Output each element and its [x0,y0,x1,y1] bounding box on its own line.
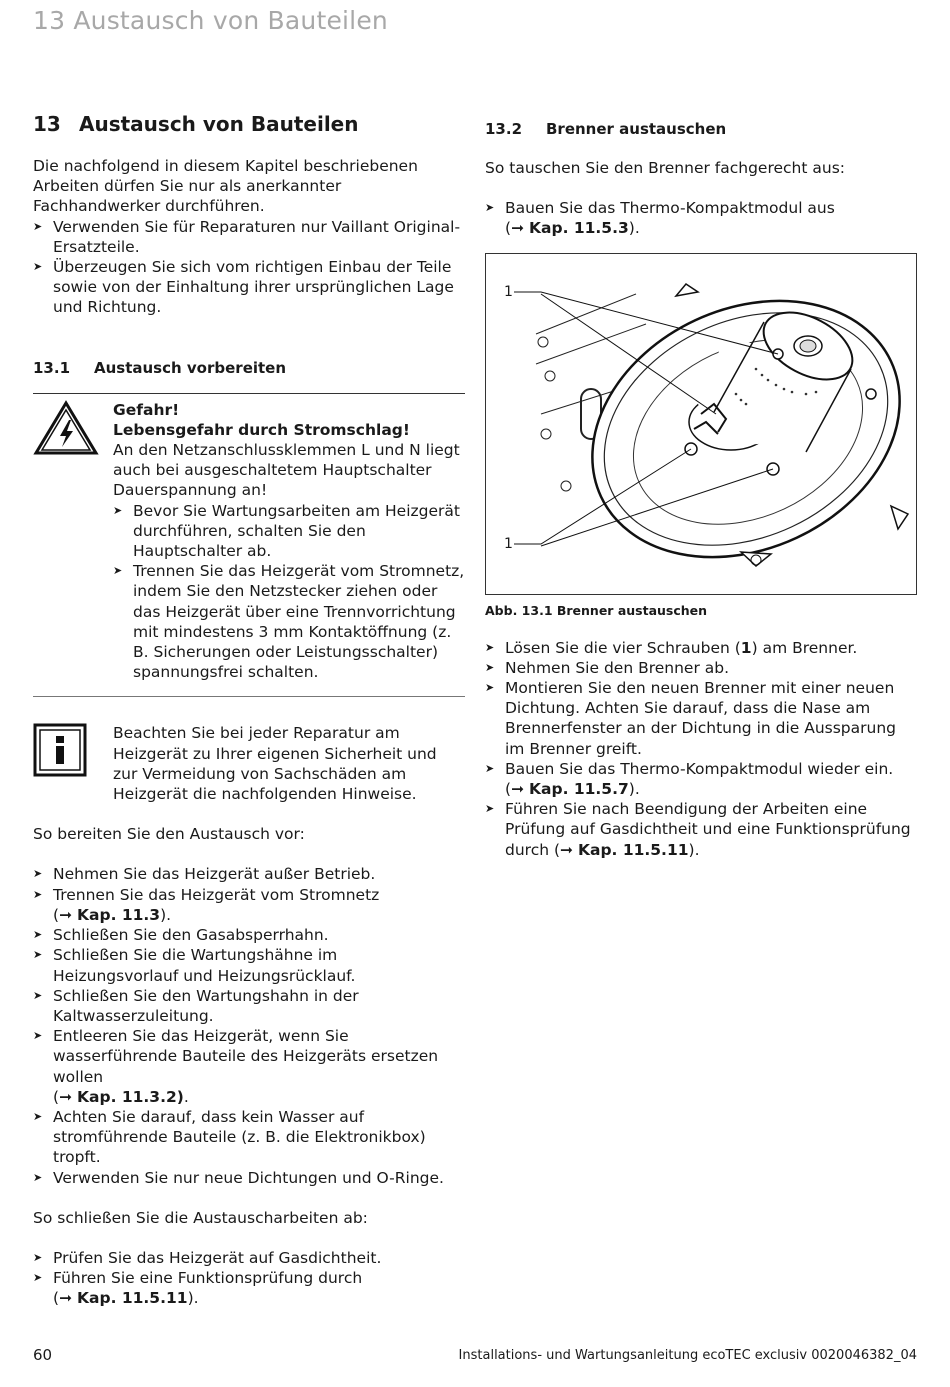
chapter-ref[interactable]: Kap. 11.5.7 [529,780,629,799]
arrow-symbol: ➞ [511,780,525,799]
list-item-text: Lösen Sie die vier Schrauben ( [505,638,741,657]
chapter-ref[interactable]: Kap. 11.3 [77,905,161,924]
danger-title: Gefahr! [113,400,180,419]
list-item: ➤ Bauen Sie das Thermo-Kompaktmodul wieder ein. (➞ Kap. 11.5.7). [485,759,917,799]
info-icon [33,723,113,804]
chapter-ref[interactable]: Kap. 11.3.2) [77,1087,184,1106]
right-column [485,112,917,860]
intro-list [33,217,465,318]
list-item: ➤ Achten Sie darauf, dass kein Wasser auf stromführende Bauteile (z. B. die Elektronikbox) tropft. [33,1107,465,1168]
arrow-symbol: ➞ [59,905,73,924]
section-number: 13.1 [33,358,71,377]
list-item: ➤ Nehmen Sie den Brenner ab. [485,658,917,678]
chapter-title: Austausch von Bauteilen [79,112,359,136]
finish-list [33,1248,465,1309]
info-notice [33,723,465,804]
section-heading-13-1 [33,359,465,377]
section-heading-13-2 [485,112,917,138]
chapter-heading [33,112,465,136]
running-head: 13 Austausch von Bauteilen [33,6,388,35]
list-item-text: Führen Sie nach Beendigung der Arbeiten eine Prüfung auf Gasdichtheit und eine Funktionsprüfung durch [505,800,911,859]
list-item-text: Trennen Sie das Heizgerät vom Stromnetz [53,885,380,904]
list-item: ➤ Führen Sie nach Beendigung der Arbeiten eine Prüfung auf Gasdichtheit und eine Funktionsprüfung durch (➞ Kap. 11.5.11). [485,799,917,860]
electric-shock-warning-icon [33,400,113,683]
list-item: ➤ Verwenden Sie nur neue Dichtungen und O-Ringe. [33,1168,465,1188]
list-item: ➤ Bevor Sie Wartungsarbeiten am Heizgerät durchführen, schalten Sie den Hauptschalter ab. [113,501,465,562]
list-item: ➤ Führen Sie eine Funktionsprüfung durch (➞ Kap. 11.5.11). [33,1268,465,1308]
arrow-symbol: ➞ [59,1289,73,1308]
list-item: ➤ Bauen Sie das Thermo-Kompaktmodul aus (➞ Kap. 11.5.3). [485,198,917,238]
figure-caption: Abb. 13.1 Brenner austauschen [485,602,708,618]
info-text: Beachten Sie bei jeder Reparatur am Heizgerät zu Ihrer eigenen Sicherheit und zur Vermeidung von Sachschäden am Heizgerät die nachfolgenden Hinweise. [113,724,437,804]
danger-list [113,501,465,683]
list-item: ➤ Trennen Sie das Heizgerät vom Stromnetz (➞ Kap. 11.3). [33,885,465,925]
left-column [33,112,465,1309]
prep-list [33,864,465,1187]
danger-notice-text [113,400,465,683]
list-item: ➤ Schließen Sie den Gasabsperrhahn. [33,925,465,945]
section-title: Austausch vorbereiten [94,358,287,377]
arrow-symbol: ➞ [59,1087,73,1106]
danger-subtitle: Lebensgefahr durch Stromschlag! [113,420,410,439]
arrow-symbol: ➞ [560,840,574,859]
prep-intro: So bereiten Sie den Austausch vor: [33,825,305,844]
steps-list [485,638,917,860]
chapter-number: 13 [33,112,61,136]
list-item-text: ) am Brenner. [751,638,858,657]
finish-intro: So schließen Sie die Austauscharbeiten ab: [33,1208,368,1227]
list-item: ➤ Trennen Sie das Heizgerät vom Stromnetz, indem Sie den Netzstecker ziehen oder das Heizgerät über eine Trennvorrichtung mit mindestens 3 mm Kontaktöffnung (z. B. Sicherungen oder Leistungsschalter) spannungsfrei schalten. [113,561,465,682]
figure-label-1-bottom: 1 [504,535,513,552]
item-number: 1 [740,638,752,657]
list-item: ➤ Überzeugen Sie sich vom richtigen Einbau der Teile sowie von der Einhaltung ihrer ursprünglichen Lage und Richtung. [33,257,465,318]
intro-text: Die nachfolgend in diesem Kapitel beschriebenen Arbeiten dürfen Sie nur als anerkannter Fachhandwerker durchführen. [33,157,418,216]
list-item-text: Bauen Sie das Thermo-Kompaktmodul wieder ein. [505,759,894,778]
danger-notice [33,393,465,698]
list-item: ➤ Schließen Sie die Wartungshähne im Heizungsvorlauf und Heizungsrücklauf. [33,945,465,985]
list-item: ➤ Verwenden Sie für Reparaturen nur Vaillant Original-Ersatzteile. [33,217,465,257]
list-item: ➤ Entleeren Sie das Heizgerät, wenn Sie wasserführende Bauteile des Heizgeräts ersetzen wollen (➞ Kap. 11.3.2). [33,1026,465,1107]
list-item-text: Bauen Sie das Thermo-Kompaktmodul aus [505,199,835,218]
danger-body: An den Netzanschlussklemmen L und N liegt auch bei ausgeschaltetem Hauptschalter Dauerspannung an! [113,441,460,500]
list-item: ➤ Nehmen Sie das Heizgerät außer Betrieb. [33,864,465,884]
arrow-symbol: ➞ [511,219,525,238]
list-item-text: Entleeren Sie das Heizgerät, wenn Sie wasserführende Bauteile des Heizgeräts ersetzen wollen [53,1027,439,1086]
footer-title: Installations- und Wartungsanleitung ecoTEC exclusiv 0020046382_04 [458,1348,917,1363]
list-item: ➤ Prüfen Sie das Heizgerät auf Gasdichtheit. [33,1248,465,1268]
chapter-ref[interactable]: Kap. 11.5.3 [529,219,629,238]
list-item: ➤ Montieren Sie den neuen Brenner mit einer neuen Dichtung. Achten Sie darauf, dass die Nase am Brennerfenster an der Dichtung in die Aussparung im Brenner greift. [485,678,917,759]
figure-label-1-top: 1 [504,283,513,300]
list-item: ➤ Schließen Sie den Wartungshahn in der Kaltwasserzuleitung. [33,986,465,1026]
burner-illustration [486,254,916,594]
chapter-ref[interactable]: Kap. 11.5.11 [77,1289,188,1308]
burner-figure [485,253,917,595]
section-intro: So tauschen Sie den Brenner fachgerecht aus: [485,159,845,177]
page-number: 60 [33,1346,53,1364]
pre-step-list [485,198,917,238]
list-item-text: Führen Sie eine Funktionsprüfung durch [53,1269,363,1288]
list-item [485,638,917,658]
section-number: 13.2 [485,120,523,138]
chapter-ref[interactable]: Kap. 11.5.11 [577,840,689,859]
section-title: Brenner austauschen [546,120,727,138]
